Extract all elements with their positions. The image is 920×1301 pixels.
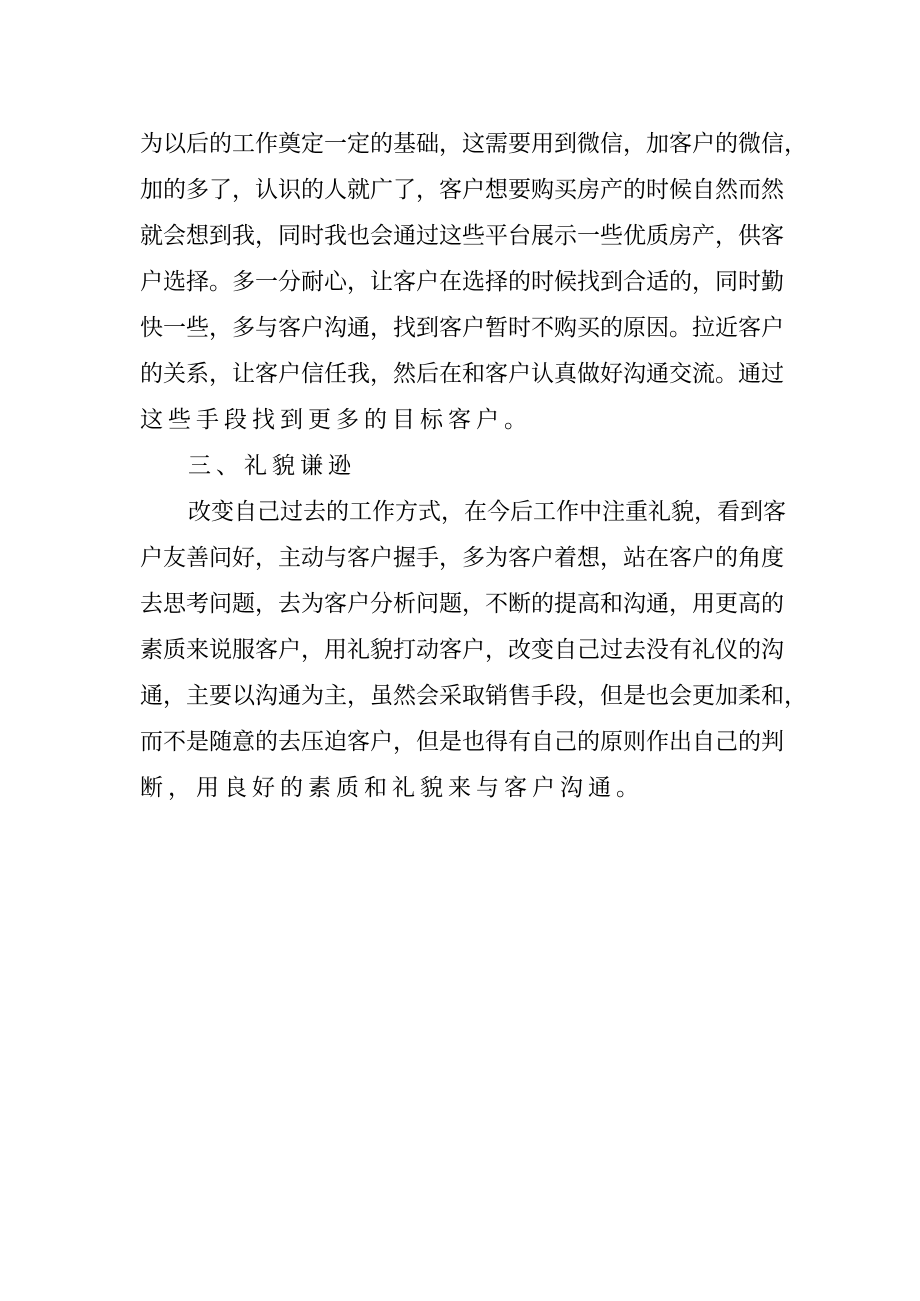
text-line: 户友善问好，主动与客户握手，多为客户着想，站在客户的角度	[140, 545, 784, 571]
document-body	[140, 121, 807, 811]
section-heading: 三、礼貌谦逊	[188, 453, 356, 479]
text-line: 快一些，多与客户沟通，找到客户暂时不购买的原因。拉近客户	[140, 315, 784, 341]
text-line: 就会想到我，同时我也会通过这些平台展示一些优质房产，供客	[140, 223, 784, 249]
text-line: 通，主要以沟通为主，虽然会采取销售手段，但是也会更加柔和，	[140, 683, 807, 709]
text-line: 素质来说服客户，用礼貌打动客户，改变自己过去没有礼仪的沟	[140, 637, 784, 663]
text-line: 的关系，让客户信任我，然后在和客户认真做好沟通交流。通过	[140, 361, 784, 387]
text-line: 断，用良好的素质和礼貌来与客户沟通。	[140, 775, 644, 801]
text-line: 户选择。多一分耐心，让客户在选择的时候找到合适的，同时勤	[140, 269, 784, 295]
paragraph-courtesy	[140, 489, 807, 811]
text-line: 这些手段找到更多的目标客户。	[140, 407, 532, 433]
text-line: 改变自己过去的工作方式，在今后工作中注重礼貌，看到客	[188, 499, 786, 525]
text-line: 而不是随意的去压迫客户，但是也得有自己的原则作出自己的判	[140, 729, 784, 755]
text-line: 为以后的工作奠定一定的基础，这需要用到微信，加客户的微信，	[140, 131, 807, 157]
text-line: 去思考问题，去为客户分析问题，不断的提高和沟通，用更高的	[140, 591, 784, 617]
text-line: 加的多了，认识的人就广了，客户想要购买房产的时候自然而然	[140, 177, 784, 203]
paragraph-continued	[140, 121, 807, 443]
